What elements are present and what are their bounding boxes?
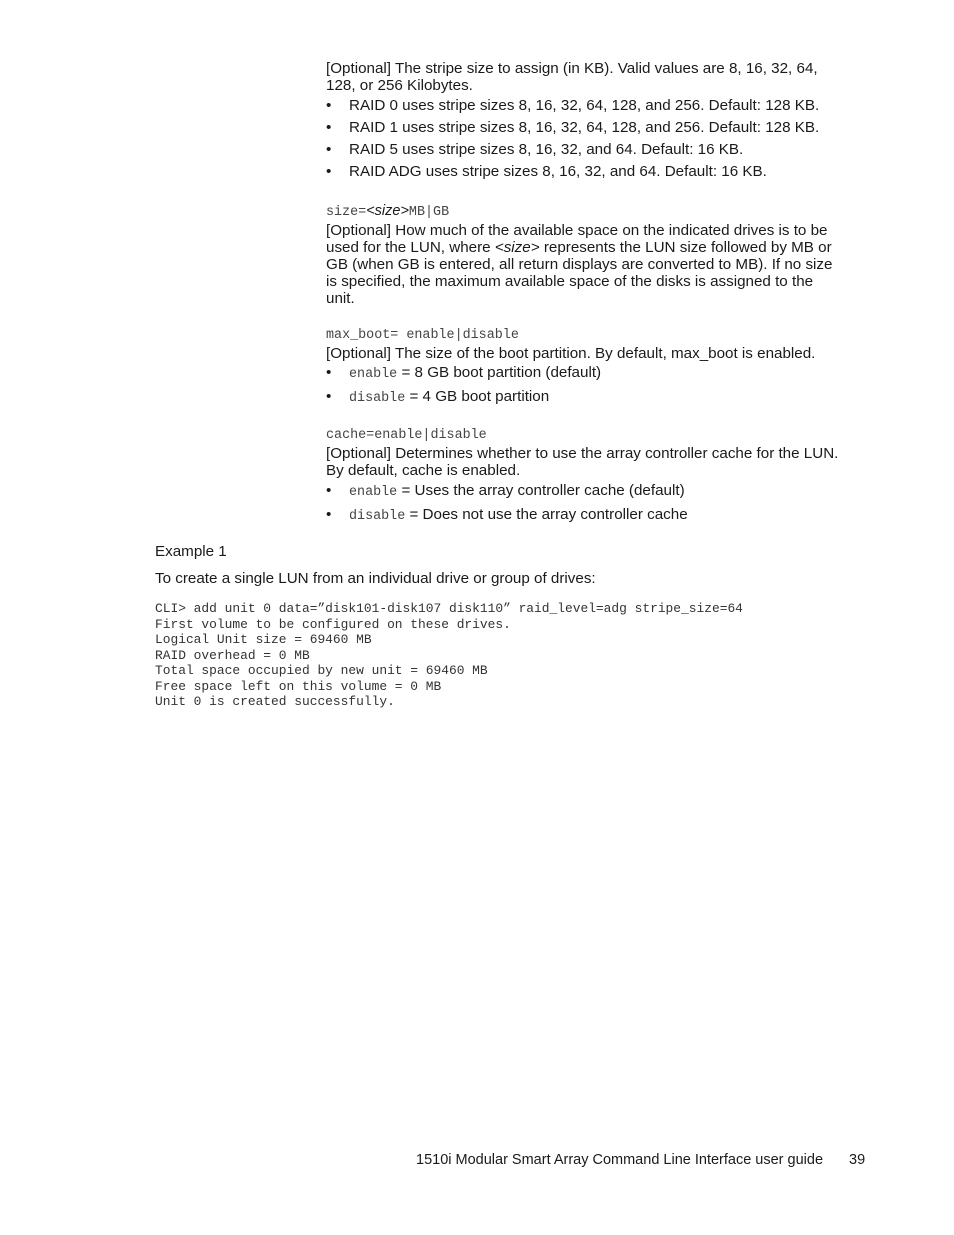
list-item: • RAID 1 uses stripe sizes 8, 16, 32, 64, 128, and 256. Default: 128 KB. [326,117,846,139]
max-boot-section [326,328,846,410]
size-parameter-term: size=<size>MB|GB [326,203,450,220]
list-item: • enable = Uses the array controller cache (default) [326,480,846,504]
list-item: • RAID 5 uses stripe sizes 8, 16, 32, and 64. Default: 16 KB. [326,139,846,161]
max-boot-description: [Optional] The size of the boot partition. By default, max_boot is enabled. [326,345,816,362]
stripe-size-list [326,95,846,183]
cache-options [326,480,846,528]
list-item: • enable = 8 GB boot partition (default) [326,362,846,386]
list-item: • RAID ADG uses stripe sizes 8, 16, 32, and 64. Default: 16 KB. [326,161,846,183]
max-boot-term: max_boot= enable|disable [326,328,519,343]
size-parameter-section [326,203,846,307]
stripe-size-description: [Optional] The stripe size to assign (in KB). Valid values are 8, 16, 32, 64, 128, or 256 Kilobytes. [326,60,818,94]
cache-term: cache=enable|disable [326,428,487,443]
footer-title: 1510i Modular Smart Array Command Line Interface user guide [416,1152,824,1168]
list-item: • disable = 4 GB boot partition [326,386,846,410]
stripe-size-section [326,60,846,183]
example-intro: To create a single LUN from an individual drive or group of drives: [155,570,596,587]
max-boot-options [326,362,846,410]
cache-section [326,428,846,528]
list-item: • RAID 0 uses stripe sizes 8, 16, 32, 64, 128, and 256. Default: 128 KB. [326,95,846,117]
example-heading: Example 1 [155,543,227,560]
example-code-block: CLI> add unit 0 data=”disk101-disk107 disk110” raid_level=adg stripe_size=64 First volume to be configured on these drives. Logical Unit size = 69460 MB RAID overhead = 0 MB Total space occupied by new unit = 69460 MB Free space left on this volume = 0 MB Unit 0 is created successfully. [155,601,743,709]
size-parameter-description: [Optional] How much of the available space on the indicated drives is to be used for the LUN, where <size> represents the LUN size followed by MB or GB (when GB is entered, all return displays are converted to MB). If no size is specified, the maximum available space of the disks is assigned to the unit. [326,222,833,307]
list-item: • disable = Does not use the array controller cache [326,504,846,528]
cache-description: [Optional] Determines whether to use the array controller cache for the LUN. By default, cache is enabled. [326,445,839,479]
page-number: 39 [849,1152,866,1168]
